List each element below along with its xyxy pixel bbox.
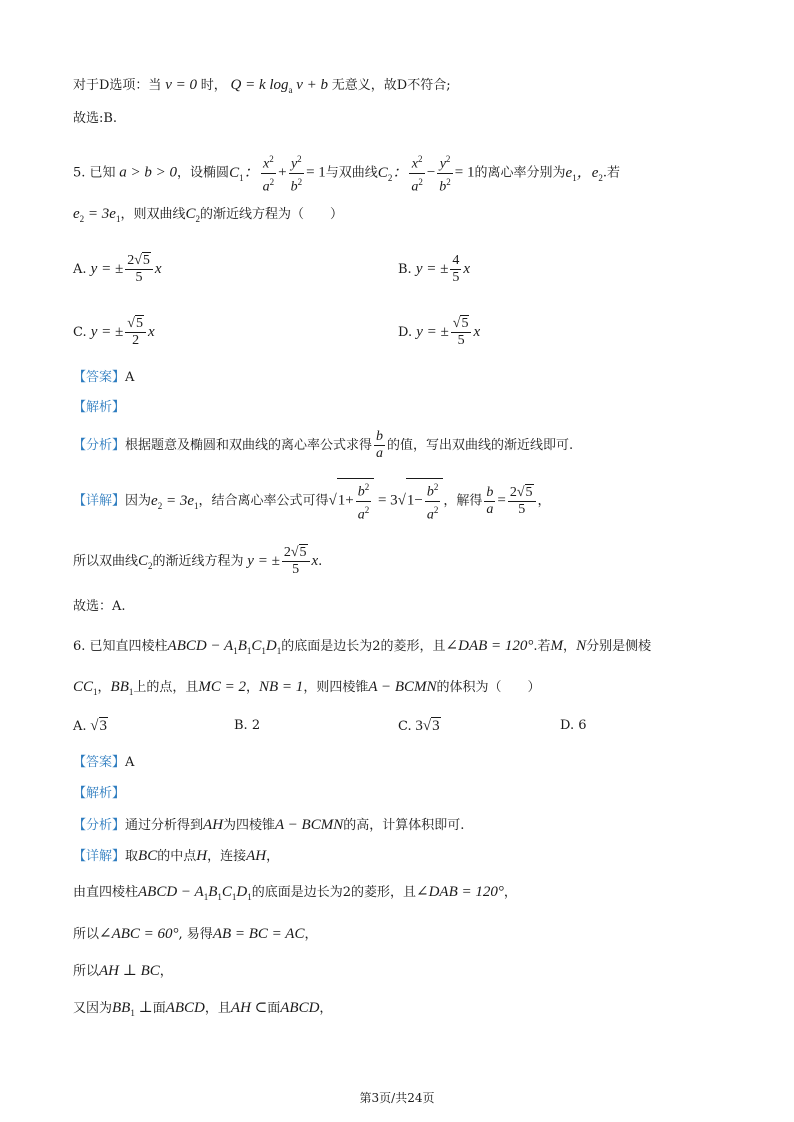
answer-tag: 【答案】	[73, 755, 126, 770]
text: ，	[319, 1001, 333, 1016]
text: 的底面是边长为2的菱形，且	[281, 639, 446, 654]
text: ，	[537, 493, 551, 509]
text-line	[73, 961, 173, 982]
option-label: B.	[398, 262, 412, 277]
fenxi-tag: 【分析】	[73, 818, 126, 833]
analysis-tag: 【解析】	[73, 400, 126, 415]
fenxi-5	[73, 428, 573, 464]
text: 因为	[125, 493, 152, 509]
math-expression: ∠DAB = 120°	[416, 884, 504, 900]
text-line	[73, 924, 317, 945]
text: 无意义，故D不符合;	[331, 78, 451, 93]
question-5-stem: 5. 已知 a > b > 0，设椭圆$C_1$： $\frac{x^2}{a^2}$ + $\frac{y^2}{b^2}$ = 1与双曲线$C_2$： $\frac{x^2}{a^2}$ − $\frac{y^2}{b^2}$ = 1的离心率分别为$e_1$，$e_2$.若	[73, 151, 620, 196]
math-expression: ABCD − $A_1B_1C_1D_1$	[167, 638, 282, 656]
text: 的体积为（ ）	[436, 680, 541, 695]
text: 的中点	[157, 849, 197, 864]
fraction: $\frac{x^2}{a^2}$	[409, 151, 425, 195]
option-label: C.	[398, 719, 412, 734]
math-expression: $C_1$：	[229, 164, 259, 183]
fenxi-6	[73, 815, 464, 836]
math-expression: y = ±	[416, 324, 449, 340]
math-expression: $e_2 = 3e_1$	[73, 206, 121, 224]
answer-6	[73, 753, 134, 773]
text: 由直四棱柱	[73, 885, 139, 900]
math-expression: $C_2$：	[377, 164, 408, 183]
fraction: $\frac{x^2}{a^2}$	[261, 151, 277, 195]
fraction: $\frac{b}{a}$	[486, 484, 494, 517]
option-label: C.	[73, 325, 87, 340]
text: 取	[125, 849, 139, 864]
math-expression: ∠ABC = 60°	[99, 926, 179, 942]
text-line	[73, 109, 117, 129]
text: 所以双曲线	[73, 554, 139, 569]
math-expression: ABCD	[280, 1000, 320, 1016]
xiangjie-5: 【详解】因为$e_2 = 3e_1$，结合离心率公式可得√1+ $\frac{b^2}{a^2}$ = 3√1− $\frac{b^2}{a^2}$ ，解得 $\frac{b}{a}$ = $\frac{2√5}{5}$ ，	[73, 478, 551, 526]
text-line	[73, 75, 451, 100]
text: 5. 已知	[73, 165, 116, 181]
text: ，	[246, 680, 260, 695]
math-expression: $e_1$，$e_2$	[565, 164, 603, 183]
fraction: $\frac{y^2}{b^2}$	[289, 151, 305, 195]
text: ，	[503, 885, 517, 900]
question-5-stem-cont	[73, 204, 343, 229]
option-label: B. 2	[234, 718, 261, 733]
fraction: $\frac{√5}{2}$	[125, 316, 146, 349]
math-expression: MC = 2	[198, 679, 246, 695]
text: , 易得	[178, 927, 213, 942]
math-expression: ABCD	[165, 1000, 205, 1016]
math-expression: ABCD − $A_1B_1C_1D_1$	[138, 884, 252, 902]
math-expression: y = ±	[243, 553, 280, 569]
math-expression: Q = k $\log_a v + b$	[226, 77, 332, 95]
option-label: A.	[73, 262, 87, 277]
math-expression: $BB_1$ ⊥	[112, 1000, 153, 1018]
page-footer: 第3页/共24页	[359, 1091, 435, 1105]
text: .	[318, 554, 323, 569]
math-expression: A − BCMN	[275, 817, 344, 833]
option-label: A.	[73, 719, 87, 734]
text: ，连接	[207, 849, 247, 864]
option-d: D. y = ± $\frac{√5}{5}$ x	[398, 316, 481, 348]
answer-5	[73, 368, 134, 388]
fraction: $\frac{b}{a}$	[376, 429, 384, 461]
text: 面	[152, 1001, 166, 1016]
jiexi-5	[73, 398, 125, 418]
text: 通过分析得到	[125, 818, 204, 833]
math-expression: AH	[203, 817, 224, 833]
text: 时，	[200, 78, 227, 93]
text: .若	[533, 639, 551, 654]
text: ，结合离心率公式可得	[198, 493, 329, 509]
text: 的值，写出双曲线的渐近线即可.	[387, 438, 574, 453]
text: 的渐近线方程为（ ）	[199, 207, 343, 222]
text: 分别是侧棱	[586, 639, 652, 654]
option-6d	[560, 716, 587, 736]
text: ，且	[204, 1001, 231, 1016]
answer-value: A	[125, 755, 135, 770]
math-expression: a > b > 0	[115, 164, 178, 181]
text: 所以	[73, 964, 100, 979]
analysis-tag: 【解析】	[73, 786, 126, 801]
xuan-5	[73, 597, 126, 617]
text-line	[73, 882, 517, 907]
text: ，则四棱锥	[303, 680, 369, 695]
fraction: $\frac{2√5}{5}$	[508, 485, 536, 518]
jiexi-6	[73, 784, 125, 804]
math-expression: H	[196, 848, 208, 864]
fraction: $\frac{b^2}{a^2}$	[356, 479, 372, 523]
text: ，	[563, 639, 577, 654]
text: 的离心率分别为	[474, 165, 566, 181]
option-6c	[398, 716, 441, 737]
detail-tag: 【详解】	[73, 849, 126, 864]
math-expression: AB = BC = AC	[212, 926, 305, 942]
option-label: D. 6	[560, 718, 587, 733]
text: 的底面是边长为2的菱形，且	[251, 885, 417, 900]
text: ，设椭圆	[177, 165, 230, 181]
fraction: $\frac{√5}{5}$	[451, 316, 472, 349]
text: ，	[159, 964, 173, 979]
option-b: B. y = ± $\frac{4}{5}$ x	[398, 253, 471, 285]
math-expression: N	[576, 638, 587, 654]
math-expression: y = ±	[90, 324, 124, 340]
text: ，	[97, 680, 111, 695]
text: 的渐近线方程为	[152, 554, 244, 569]
option-6a	[73, 716, 108, 737]
text: 又因为	[73, 1001, 113, 1016]
fraction: $\frac{4}{5}$	[452, 253, 460, 285]
text: 与双曲线	[325, 165, 378, 181]
option-c: C. y = ± $\frac{√5}{2}$ x	[73, 316, 155, 348]
option-label: D.	[398, 325, 413, 340]
text: 的高，计算体积即可.	[343, 818, 465, 833]
math-expression: $C_2$	[138, 553, 153, 571]
option-a: A. y = ± $\frac{2√5}{5}$ x	[73, 253, 162, 285]
math-expression: M	[550, 638, 564, 654]
math-expression: y = ±	[90, 261, 124, 277]
text: 上的点，且	[133, 680, 199, 695]
math-expression: $C_2$	[185, 206, 200, 224]
math-expression: $CC_1$	[73, 679, 98, 697]
math-expression: √	[328, 492, 337, 509]
text: 为四棱锥	[223, 818, 276, 833]
math-expression: BC	[138, 848, 158, 864]
math-expression: AH ⊥ BC	[99, 963, 160, 979]
xiangjie-5-cont: 所以双曲线$C_2$的渐近线方程为 y = ± $\frac{2√5}{5}$ x.	[73, 545, 323, 577]
text: 对于D选项：当	[73, 78, 162, 93]
option-6b	[234, 716, 260, 736]
math-expression: √3	[86, 718, 108, 734]
answer-value: A	[125, 370, 135, 385]
text: 6. 已知直四棱柱	[73, 639, 168, 654]
fraction: $\frac{b^2}{a^2}$	[425, 479, 441, 523]
math-expression: v = 0	[161, 77, 201, 93]
text: 故选:B.	[73, 111, 118, 126]
text: 所以	[73, 927, 100, 942]
fraction: $\frac{y^2}{b^2}$	[437, 151, 453, 195]
fraction: $\frac{2√5}{5}$	[125, 253, 153, 286]
answer-tag: 【答案】	[73, 370, 126, 385]
math-expression: ∠DAB = 120°	[445, 638, 534, 654]
math-expression: $e_2 = 3e_1$	[151, 492, 199, 511]
text: .若	[602, 165, 621, 181]
math-expression: $BB_1$	[110, 679, 134, 697]
question-6-stem	[73, 636, 651, 661]
math-expression: AH ⊂	[230, 1000, 268, 1016]
math-expression: y = ±	[415, 261, 449, 277]
text-line	[73, 998, 332, 1023]
question-6-stem-cont	[73, 677, 541, 702]
detail-tag: 【详解】	[73, 493, 126, 509]
text: 故选：A.	[73, 599, 126, 614]
math-expression: 3√3	[411, 718, 440, 734]
text: ，则双曲线	[120, 207, 186, 222]
math-expression: NB = 1	[259, 679, 304, 695]
math-expression: A − BCMN	[368, 679, 437, 695]
text: ，	[304, 927, 318, 942]
fenxi-tag: 【分析】	[73, 438, 126, 453]
text: 根据题意及椭圆和双曲线的离心率公式求得	[125, 438, 373, 453]
math-expression: AH	[246, 848, 267, 864]
text: ，解得	[443, 493, 483, 509]
text: ，	[266, 849, 280, 864]
text: 面	[267, 1001, 281, 1016]
fraction: $\frac{2√5}{5}$	[282, 545, 310, 578]
xiangjie-6	[73, 846, 279, 867]
